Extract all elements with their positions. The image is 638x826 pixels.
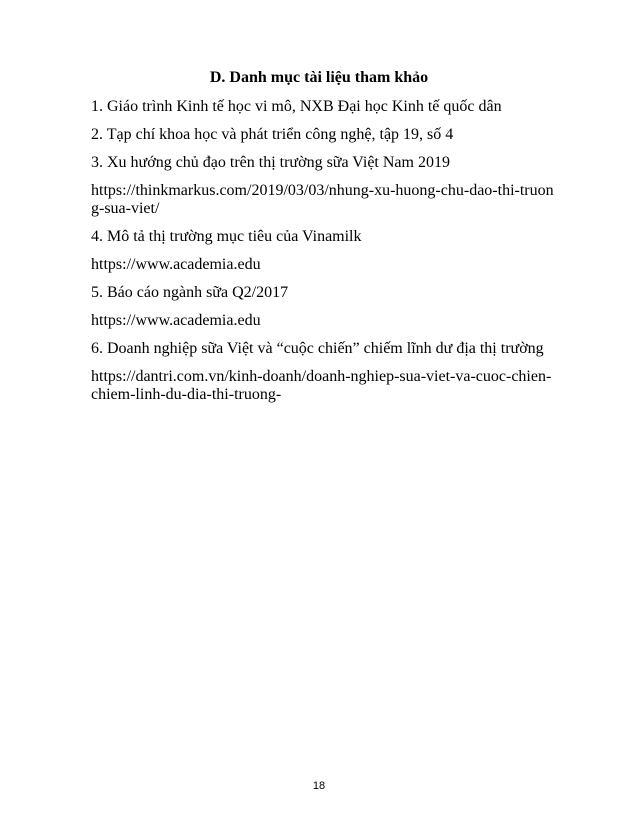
reference-list xyxy=(91,98,556,414)
reference-item-4 xyxy=(91,228,556,274)
section-heading: D. Danh mục tài liệu tham khảo xyxy=(209,69,429,86)
reference-item-6 xyxy=(91,340,556,404)
reference-title: 4. Mô tả thị trường mục tiêu của Vinamilk xyxy=(91,228,362,245)
reference-item-1 xyxy=(91,98,556,116)
reference-item-3 xyxy=(91,154,556,218)
reference-url: https://thinkmarkus.com/2019/03/03/nhung-xu-huong-chu-dao-thi-truong-sua-viet/ xyxy=(91,182,554,217)
reference-item-5 xyxy=(91,284,556,330)
reference-url: https://www.academia.edu xyxy=(91,256,261,273)
page-number: 18 xyxy=(312,780,326,792)
reference-url: https://dantri.com.vn/kinh-doanh/doanh-nghiep-sua-viet-va-cuoc-chien-chiem-linh-du-dia-thi-truong- xyxy=(91,368,552,403)
reference-url: https://www.academia.edu xyxy=(91,312,261,329)
reference-title: 5. Báo cáo ngành sữa Q2/2017 xyxy=(91,284,289,301)
reference-title: 6. Doanh nghiệp sữa Việt và “cuộc chiến” chiếm lĩnh dư địa thị trường xyxy=(91,340,544,357)
reference-title: 2. Tạp chí khoa học và phát triển công nghệ, tập 19, số 4 xyxy=(91,126,454,143)
reference-title: 3. Xu hướng chủ đạo trên thị trường sữa Việt Nam 2019 xyxy=(91,154,450,171)
reference-title: 1. Giáo trình Kinh tế học vi mô, NXB Đại học Kinh tế quốc dân xyxy=(91,98,502,115)
reference-item-2 xyxy=(91,126,556,144)
